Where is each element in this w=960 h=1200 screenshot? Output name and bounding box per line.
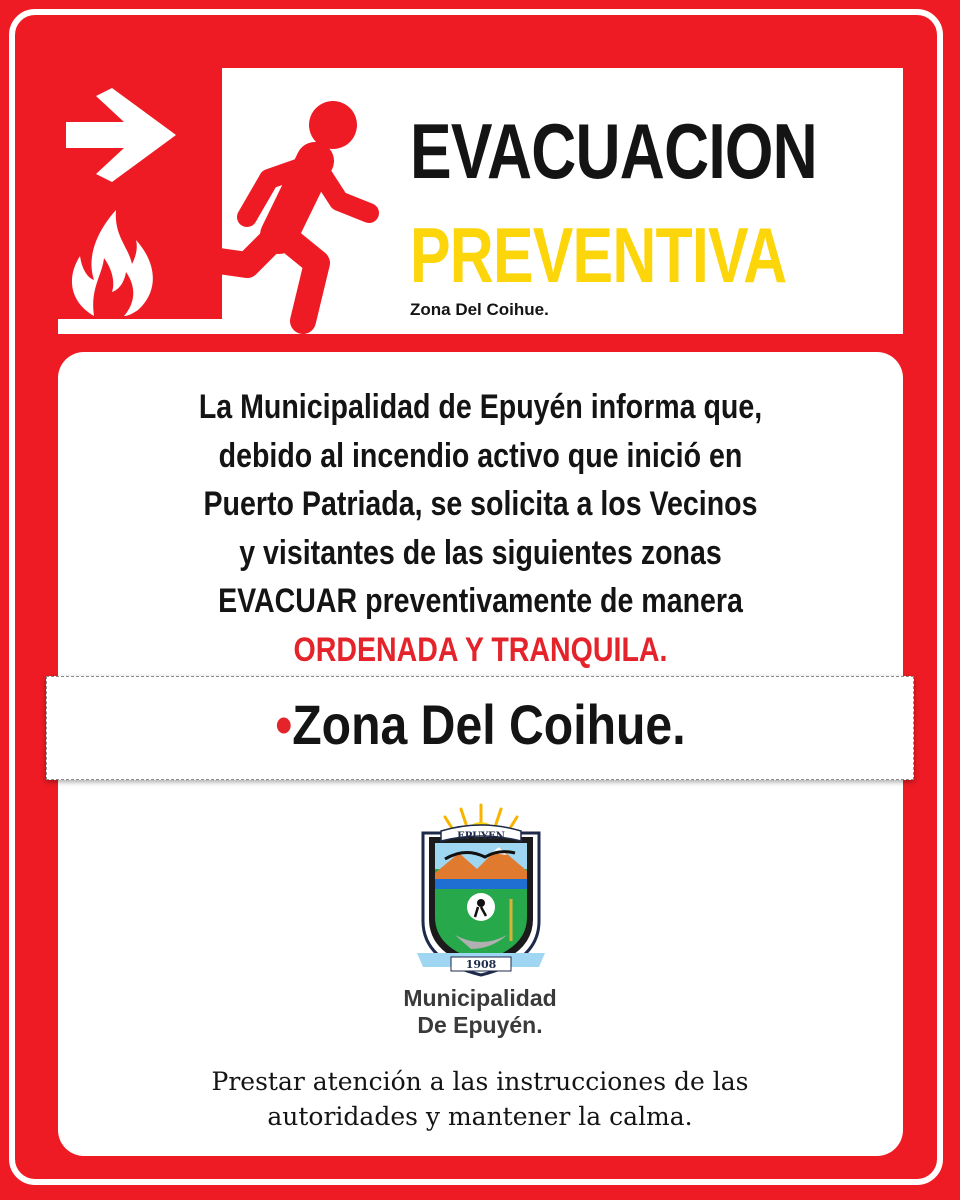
footer-line-1: Prestar atención a las instrucciones de las [211, 1067, 749, 1096]
arrow-right-icon [62, 88, 180, 182]
crest-banner-text: EPUYEN [457, 831, 505, 842]
zone-name: Zona Del Coihue. [291, 693, 686, 756]
municipality-name-line1: Municipalidad [403, 985, 557, 1011]
announcement-line-5: EVACUAR preventivamente de manera [218, 582, 743, 620]
announcement-line-1: La Municipalidad de Epuyén informa que, [198, 388, 763, 426]
fire-base-line [58, 319, 222, 334]
running-person-icon [205, 95, 385, 335]
municipality-name-line2: De Epuyén. [417, 1012, 543, 1038]
footer-line-2: autoridades y mantener la calma. [267, 1102, 693, 1131]
zone-item [0, 692, 960, 757]
crest-year-text: 1908 [465, 958, 497, 971]
announcement-line-3: Puerto Patriada, se solicita a los Vecinos [203, 485, 758, 523]
fire-icon [64, 206, 162, 318]
zone-bullet: • [274, 693, 292, 756]
municipal-crest-icon [415, 803, 547, 983]
announcement-line-2: debido al incendio activo que inició en [218, 436, 743, 475]
announcement-line-4: y visitantes de las siguientes zonas [239, 533, 722, 572]
title-evacuacion: EVACUACION [410, 107, 817, 195]
announcement-text [58, 383, 903, 674]
title-preventiva: PREVENTIVA [410, 211, 787, 299]
announcement-highlight: ORDENADA Y TRANQUILA. [293, 630, 668, 669]
header-zone-subtitle: Zona Del Coihue. [410, 300, 549, 319]
